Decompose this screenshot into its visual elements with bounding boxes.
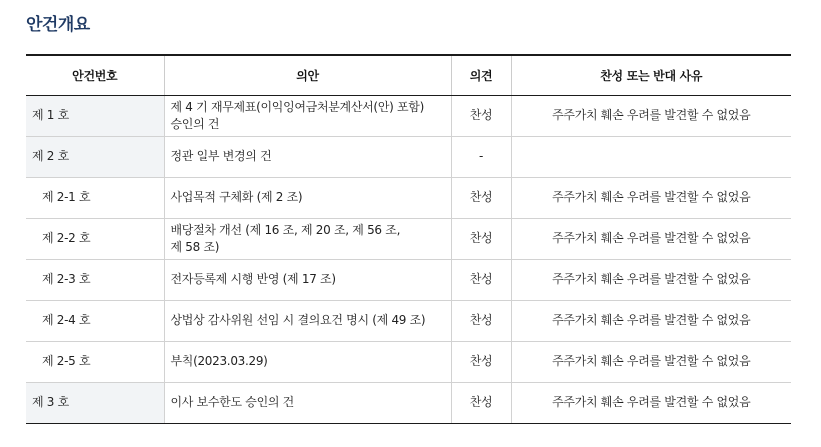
table-header — [26, 55, 791, 95]
opinion: 찬성 — [451, 95, 511, 136]
agenda-number: 제 2-1 호 — [26, 177, 164, 218]
reason: 주주가치 훼손 우려를 발견할 수 없었음 — [511, 341, 791, 382]
opinion: 찬성 — [451, 300, 511, 341]
agenda-title: 상법상 감사위원 선임 시 결의요건 명시 (제 49 조) — [164, 300, 451, 341]
agenda-number: 제 2-4 호 — [26, 300, 164, 341]
table-body — [26, 95, 791, 423]
reason: 주주가치 훼손 우려를 발견할 수 없었음 — [511, 259, 791, 300]
reason: 주주가치 훼손 우려를 발견할 수 없었음 — [511, 300, 791, 341]
agenda-title: 전자등록제 시행 반영 (제 17 조) — [164, 259, 451, 300]
agenda-title — [164, 95, 451, 136]
agenda-title-line: 제 4 기 재무제표(이익잉여금처분계산서(안) 포함) — [170, 99, 424, 114]
agenda-number: 제 2-5 호 — [26, 341, 164, 382]
header-reason: 찬성 또는 반대 사유 — [511, 55, 791, 95]
agenda-number: 제 2-3 호 — [26, 259, 164, 300]
table-row — [26, 382, 791, 423]
reason: 주주가치 훼손 우려를 발견할 수 없었음 — [511, 382, 791, 423]
opinion: 찬성 — [451, 382, 511, 423]
agenda-table — [26, 54, 791, 424]
section-title: 안건개요 — [26, 15, 90, 35]
table-row — [26, 136, 791, 177]
agenda-number: 제 2 호 — [26, 136, 164, 177]
table-row — [26, 177, 791, 218]
reason — [511, 136, 791, 177]
opinion: - — [451, 136, 511, 177]
opinion: 찬성 — [451, 177, 511, 218]
reason: 주주가치 훼손 우려를 발견할 수 없었음 — [511, 95, 791, 136]
agenda-number: 제 2-2 호 — [26, 218, 164, 259]
header-row — [26, 55, 791, 95]
table-row — [26, 300, 791, 341]
agenda-title-line: 제 58 조) — [170, 239, 220, 254]
agenda-title-line: 배당절차 개선 (제 16 조, 제 20 조, 제 56 조, — [170, 222, 401, 237]
agenda-title: 정관 일부 변경의 건 — [164, 136, 451, 177]
table-row — [26, 95, 791, 136]
reason: 주주가치 훼손 우려를 발견할 수 없었음 — [511, 177, 791, 218]
agenda-title: 사업목적 구체화 (제 2 조) — [164, 177, 451, 218]
opinion: 찬성 — [451, 259, 511, 300]
table-row — [26, 218, 791, 259]
opinion: 찬성 — [451, 341, 511, 382]
reason: 주주가치 훼손 우려를 발견할 수 없었음 — [511, 218, 791, 259]
table-row — [26, 341, 791, 382]
opinion: 찬성 — [451, 218, 511, 259]
agenda-title-line: 승인의 건 — [170, 116, 220, 131]
agenda-title — [164, 218, 451, 259]
header-agenda-number: 안건번호 — [26, 55, 164, 95]
header-agenda: 의안 — [164, 55, 451, 95]
agenda-number: 제 3 호 — [26, 382, 164, 423]
agenda-title: 부칙(2023.03.29) — [164, 341, 451, 382]
table-row — [26, 259, 791, 300]
agenda-title: 이사 보수한도 승인의 건 — [164, 382, 451, 423]
agenda-number: 제 1 호 — [26, 95, 164, 136]
header-opinion: 의견 — [451, 55, 511, 95]
